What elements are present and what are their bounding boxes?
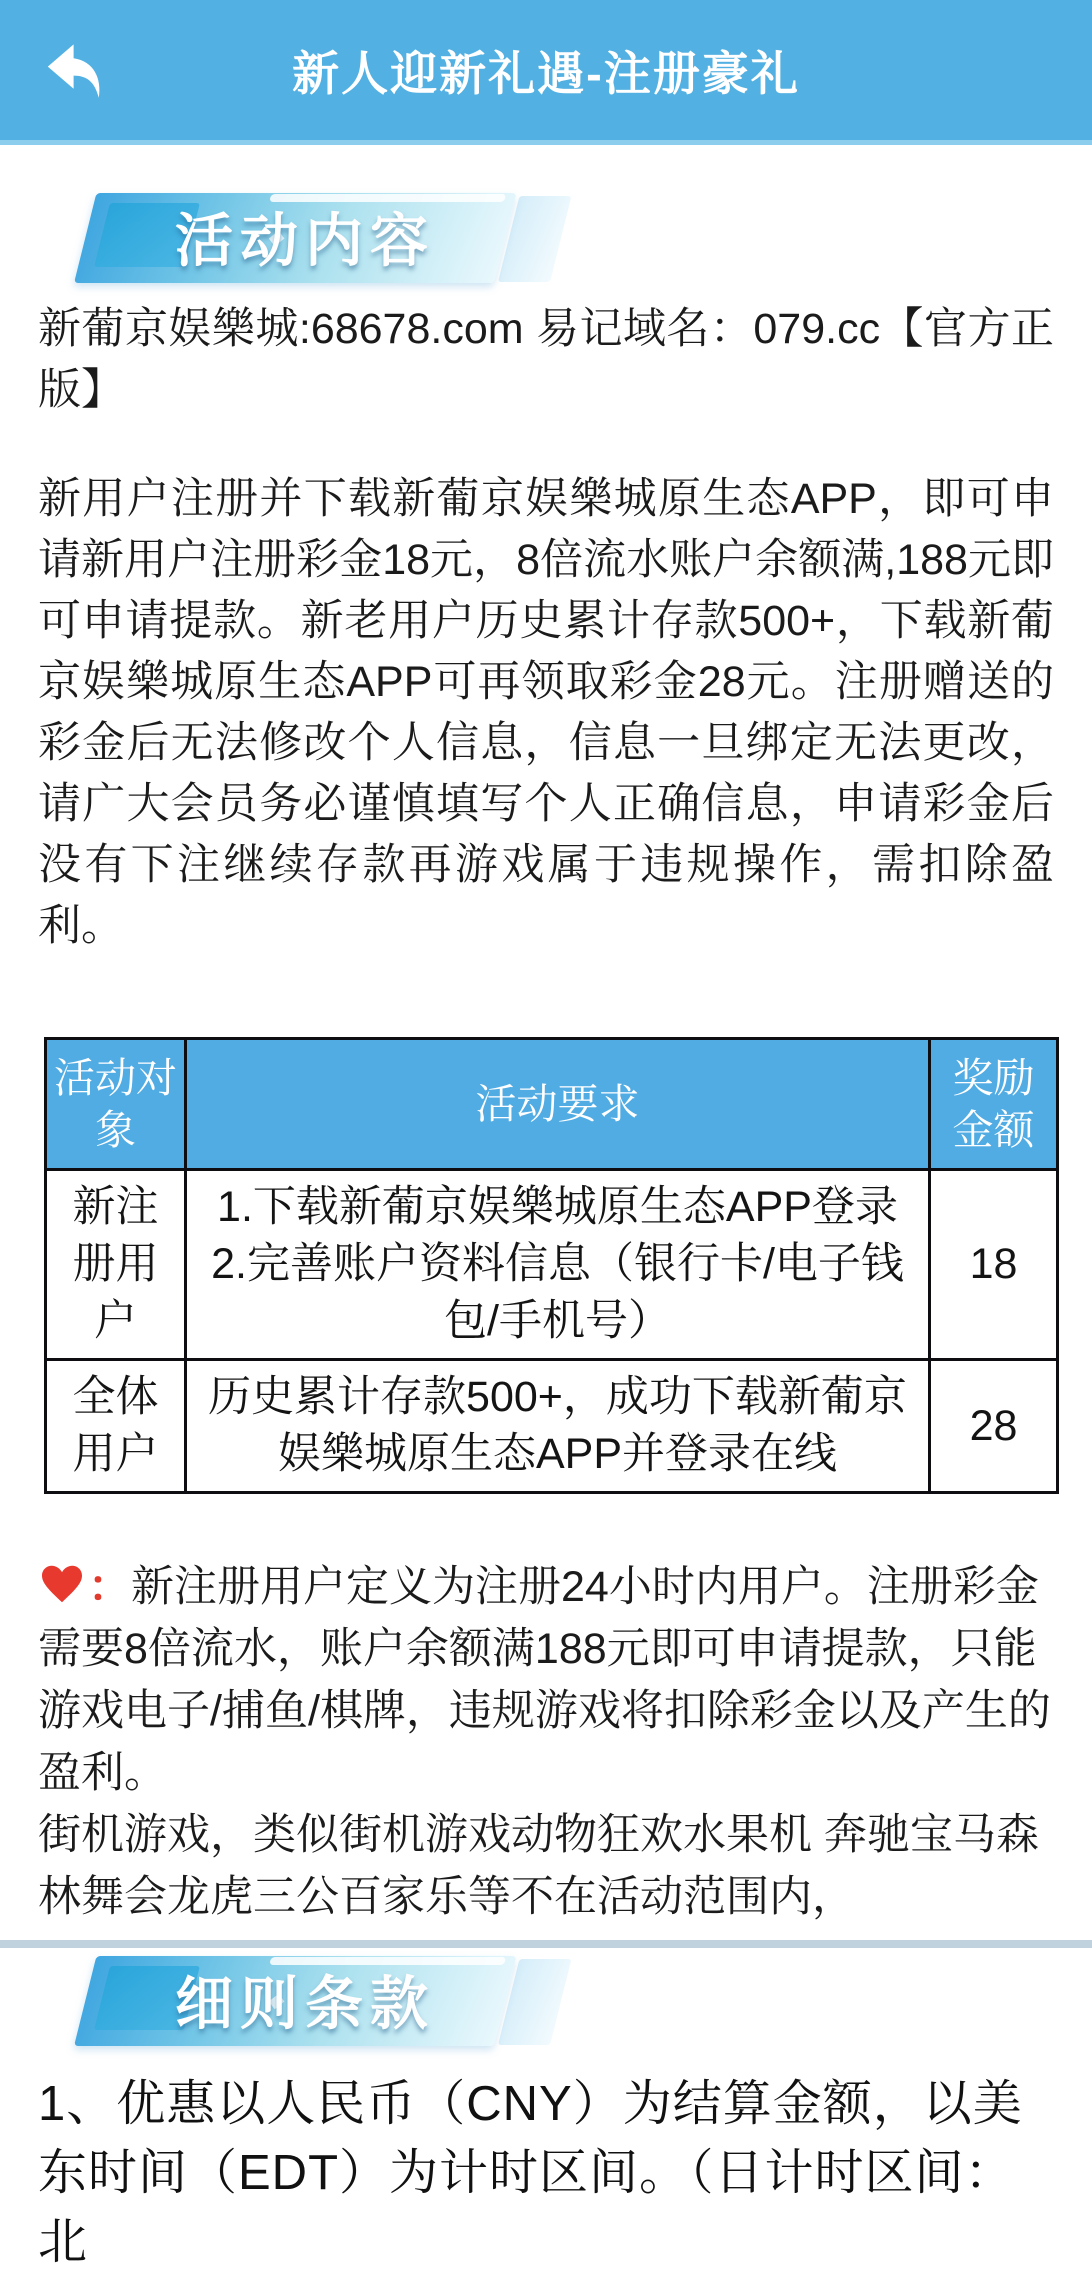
heart-colon: ： <box>88 1563 131 1611</box>
cell-requirement: 历史累计存款500+，成功下载新葡京娱樂城原生态APP并登录在线 <box>186 1360 930 1493</box>
domain-text: 新葡京娱樂城:68678.com 易记域名：079.cc【官方正版】 <box>38 305 1054 414</box>
terms-item-1: 1、优惠以人民币（CNY）为结算金额，以美东时间（EDT）为计时区间。（日计时区间：北 <box>38 2077 1023 2269</box>
intro-paragraph: 新用户注册并下载新葡京娱樂城原生态APP，即可申请新用户注册彩金18元，8倍流水账户余额满,188元即可申请提款。新老用户历史累计存款500+，下载新葡京娱樂城原生态APP可再领取彩金28元。注册赠送的彩金后无法修改个人信息，信息一旦绑定无法更改，请广大会员务必谨慎填写个人正确信息，申请彩金后没有下注继续存款再游戏属于违规操作，需扣除盈利。 <box>38 475 1054 950</box>
cell-target: 新注册用户 <box>46 1170 186 1360</box>
note-text-1: 新注册用户定义为注册24小时内用户。注册彩金需要8倍流水，账户余额满188元即可申请提款，只能游戏电子/捕鱼/棋牌，违规游戏将扣除彩金以及产生的盈利。 <box>38 1563 1051 1797</box>
note-line-2: 街机游戏，类似街机游戏动物狂欢水果机 奔驰宝马森林舞会龙虎三公百家乐等不在活动范围内， <box>38 1811 1039 1921</box>
col-header-target: 活动对象 <box>46 1039 186 1170</box>
col-header-reward: 奖励金额 <box>930 1039 1058 1170</box>
promo-table <box>44 1037 1059 1494</box>
cell-target: 全体用户 <box>46 1360 186 1493</box>
page-title: 新人迎新礼遇-注册豪礼 <box>292 46 800 100</box>
cell-reward: 18 <box>930 1170 1058 1360</box>
table-row <box>46 1360 1058 1493</box>
app-header <box>0 0 1092 145</box>
table-row <box>46 1170 1058 1360</box>
bottom-edge-strip <box>0 1940 1092 1948</box>
table-header-row <box>46 1039 1058 1170</box>
col-header-requirement: 活动要求 <box>186 1039 930 1170</box>
section-banner-terms <box>0 1956 1092 2046</box>
section-banner-activity <box>0 193 1092 283</box>
section-title-activity: 活动内容 <box>174 208 435 274</box>
section-title-terms: 细则条款 <box>174 1971 435 2037</box>
cell-reward: 28 <box>930 1360 1058 1493</box>
notes-block <box>0 1556 1092 1928</box>
note-line-1 <box>38 1556 1054 1804</box>
heart-icon <box>38 1561 86 1605</box>
cell-requirement: 1.下载新葡京娱樂城原生态APP登录 2.完善账户资料信息（银行卡/电子钱包/手机号） <box>186 1170 930 1360</box>
